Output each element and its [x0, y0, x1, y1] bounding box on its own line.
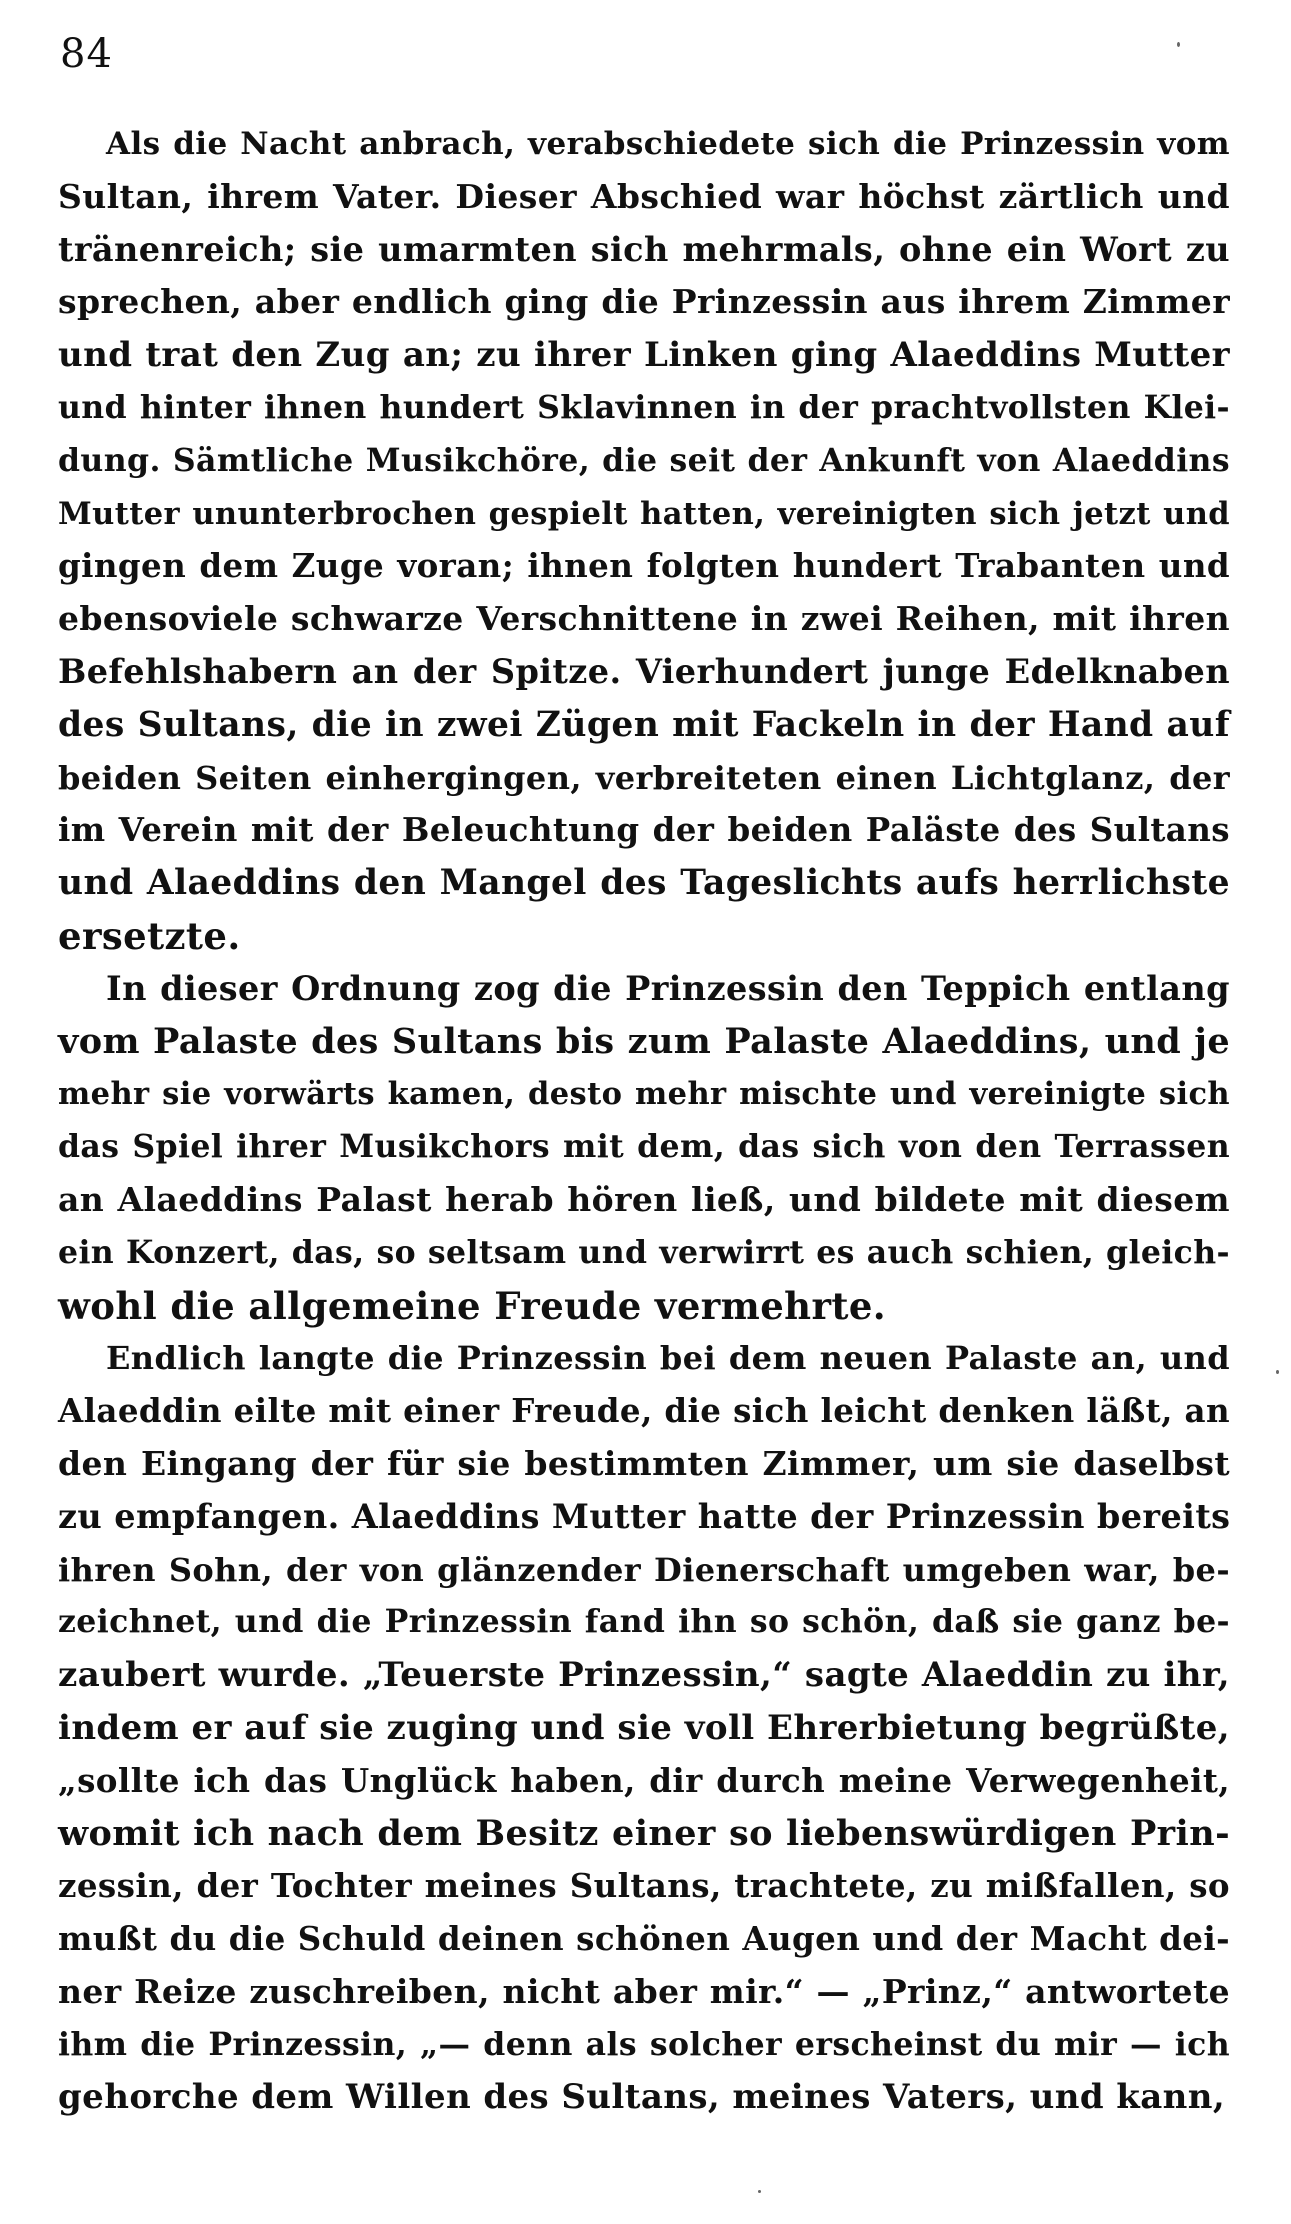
- text-line: ihm die Prinzessin, „— denn als solcher erscheinst du mir — ich: [58, 2025, 1230, 2063]
- print-speck: [758, 2190, 761, 2193]
- text-line: dung. Sämtliche Musikchöre, die seit der Ankunft von Alaeddins: [58, 441, 1230, 479]
- body-text: [58, 118, 1230, 2124]
- text-line: das Spiel ihrer Musikchors mit dem, das sich von den Terrassen: [58, 1128, 1230, 1166]
- text-line: In dieser Ordnung zog die Prinzessin den Teppich entlang: [106, 968, 1230, 1008]
- text-line: ihren Sohn, der von glänzender Dienerschaft umgeben war, be-: [58, 1550, 1230, 1589]
- text-line: sprechen, aber endlich ging die Prinzessin aus ihrem Zimmer: [58, 282, 1230, 322]
- text-line: mußt du die Schuld deinen schönen Augen und der Macht dei-: [58, 1919, 1230, 1959]
- text-line: des Sultans, die in zwei Zügen mit Fackeln in der Hand auf: [58, 704, 1230, 745]
- paragraph: [58, 118, 1230, 963]
- text-line: ein Konzert, das, so seltsam und verwirrt es auch schien, gleich-: [58, 1233, 1230, 1271]
- text-line: „sollte ich das Unglück haben, dir durch meine Verwegenheit,: [58, 1760, 1230, 1800]
- text-line: womit ich nach dem Besitz einer so liebenswürdigen Prin-: [58, 1812, 1230, 1854]
- text-line: indem er auf sie zuging und sie voll Ehrerbietung begrüßte,: [58, 1707, 1230, 1748]
- text-line: ner Reize zuschreiben, nicht aber mir.“ — „Prinz,“ antwortete: [58, 1971, 1230, 2011]
- text-line: ersetzte.: [58, 913, 241, 958]
- text-line: an Alaeddins Palast herab hören ließ, und bildete mit diesem: [58, 1179, 1230, 1219]
- text-line: zessin, der Tochter meines Sultans, trachtete, zu mißfallen, so: [58, 1866, 1230, 1906]
- text-line: den Eingang der für sie bestimmten Zimmer, um sie daselbst: [58, 1443, 1230, 1483]
- text-line: Mutter ununterbrochen gespielt hatten, vereinigten sich jetzt und: [58, 495, 1230, 532]
- text-line: ebensoviele schwarze Verschnittene in zwei Reihen, mit ihren: [58, 599, 1230, 639]
- text-line: Sultan, ihrem Vater. Dieser Abschied war höchst zärtlich und: [58, 176, 1230, 216]
- text-line: und Alaeddins den Mangel des Tageslichts aufs herrlichste: [58, 863, 1230, 904]
- print-speck: [1177, 42, 1180, 47]
- paragraph: [58, 1332, 1230, 2124]
- text-line: und trat den Zug an; zu ihrer Linken ging Alaeddins Mutter: [58, 335, 1230, 376]
- text-line: gingen dem Zuge voran; ihnen folgten hundert Trabanten und: [58, 546, 1230, 586]
- text-line: zaubert wurde. „Teuerste Prinzessin,“ sagte Alaeddin zu ihr,: [58, 1655, 1230, 1696]
- text-line: gehorche dem Willen des Sultans, meines Vaters, und kann,: [58, 2077, 1226, 2118]
- text-line: vom Palaste des Sultans bis zum Palaste Alaeddins, und je: [58, 1020, 1230, 1062]
- text-line: und hinter ihnen hundert Sklavinnen in der prachtvollsten Klei-: [58, 388, 1230, 426]
- text-line: Endlich langte die Prinzessin bei dem neuen Palaste an, und: [106, 1339, 1230, 1378]
- paragraph: [58, 963, 1230, 1333]
- text-line: beiden Seiten einhergingen, verbreiteten einen Lichtglanz, der: [58, 758, 1230, 797]
- text-line: tränenreich; sie umarmten sich mehrmals, ohne ein Wort zu: [58, 229, 1230, 269]
- text-line: Befehlshabern an der Spitze. Vierhundert junge Edelknaben: [58, 651, 1230, 691]
- text-line: wohl die allgemeine Freude vermehrte.: [58, 1283, 887, 1328]
- print-speck: [1276, 1370, 1279, 1374]
- text-line: zeichnet, und die Prinzessin fand ihn so schön, daß sie ganz be-: [58, 1603, 1230, 1641]
- text-line: mehr sie vorwärts kamen, desto mehr mischte und vereinigte sich: [58, 1076, 1230, 1113]
- text-line: im Verein mit der Beleuchtung der beiden Paläste des Sultans: [58, 810, 1230, 850]
- page-number: 84: [60, 31, 113, 77]
- text-line: Als die Nacht anbrach, verabschiedete sich die Prinzessin vom: [106, 126, 1230, 162]
- text-line: zu empfangen. Alaeddins Mutter hatte der Prinzessin bereits: [58, 1496, 1231, 1536]
- text-line: Alaeddin eilte mit einer Freude, die sich leicht denken läßt, an: [58, 1391, 1230, 1431]
